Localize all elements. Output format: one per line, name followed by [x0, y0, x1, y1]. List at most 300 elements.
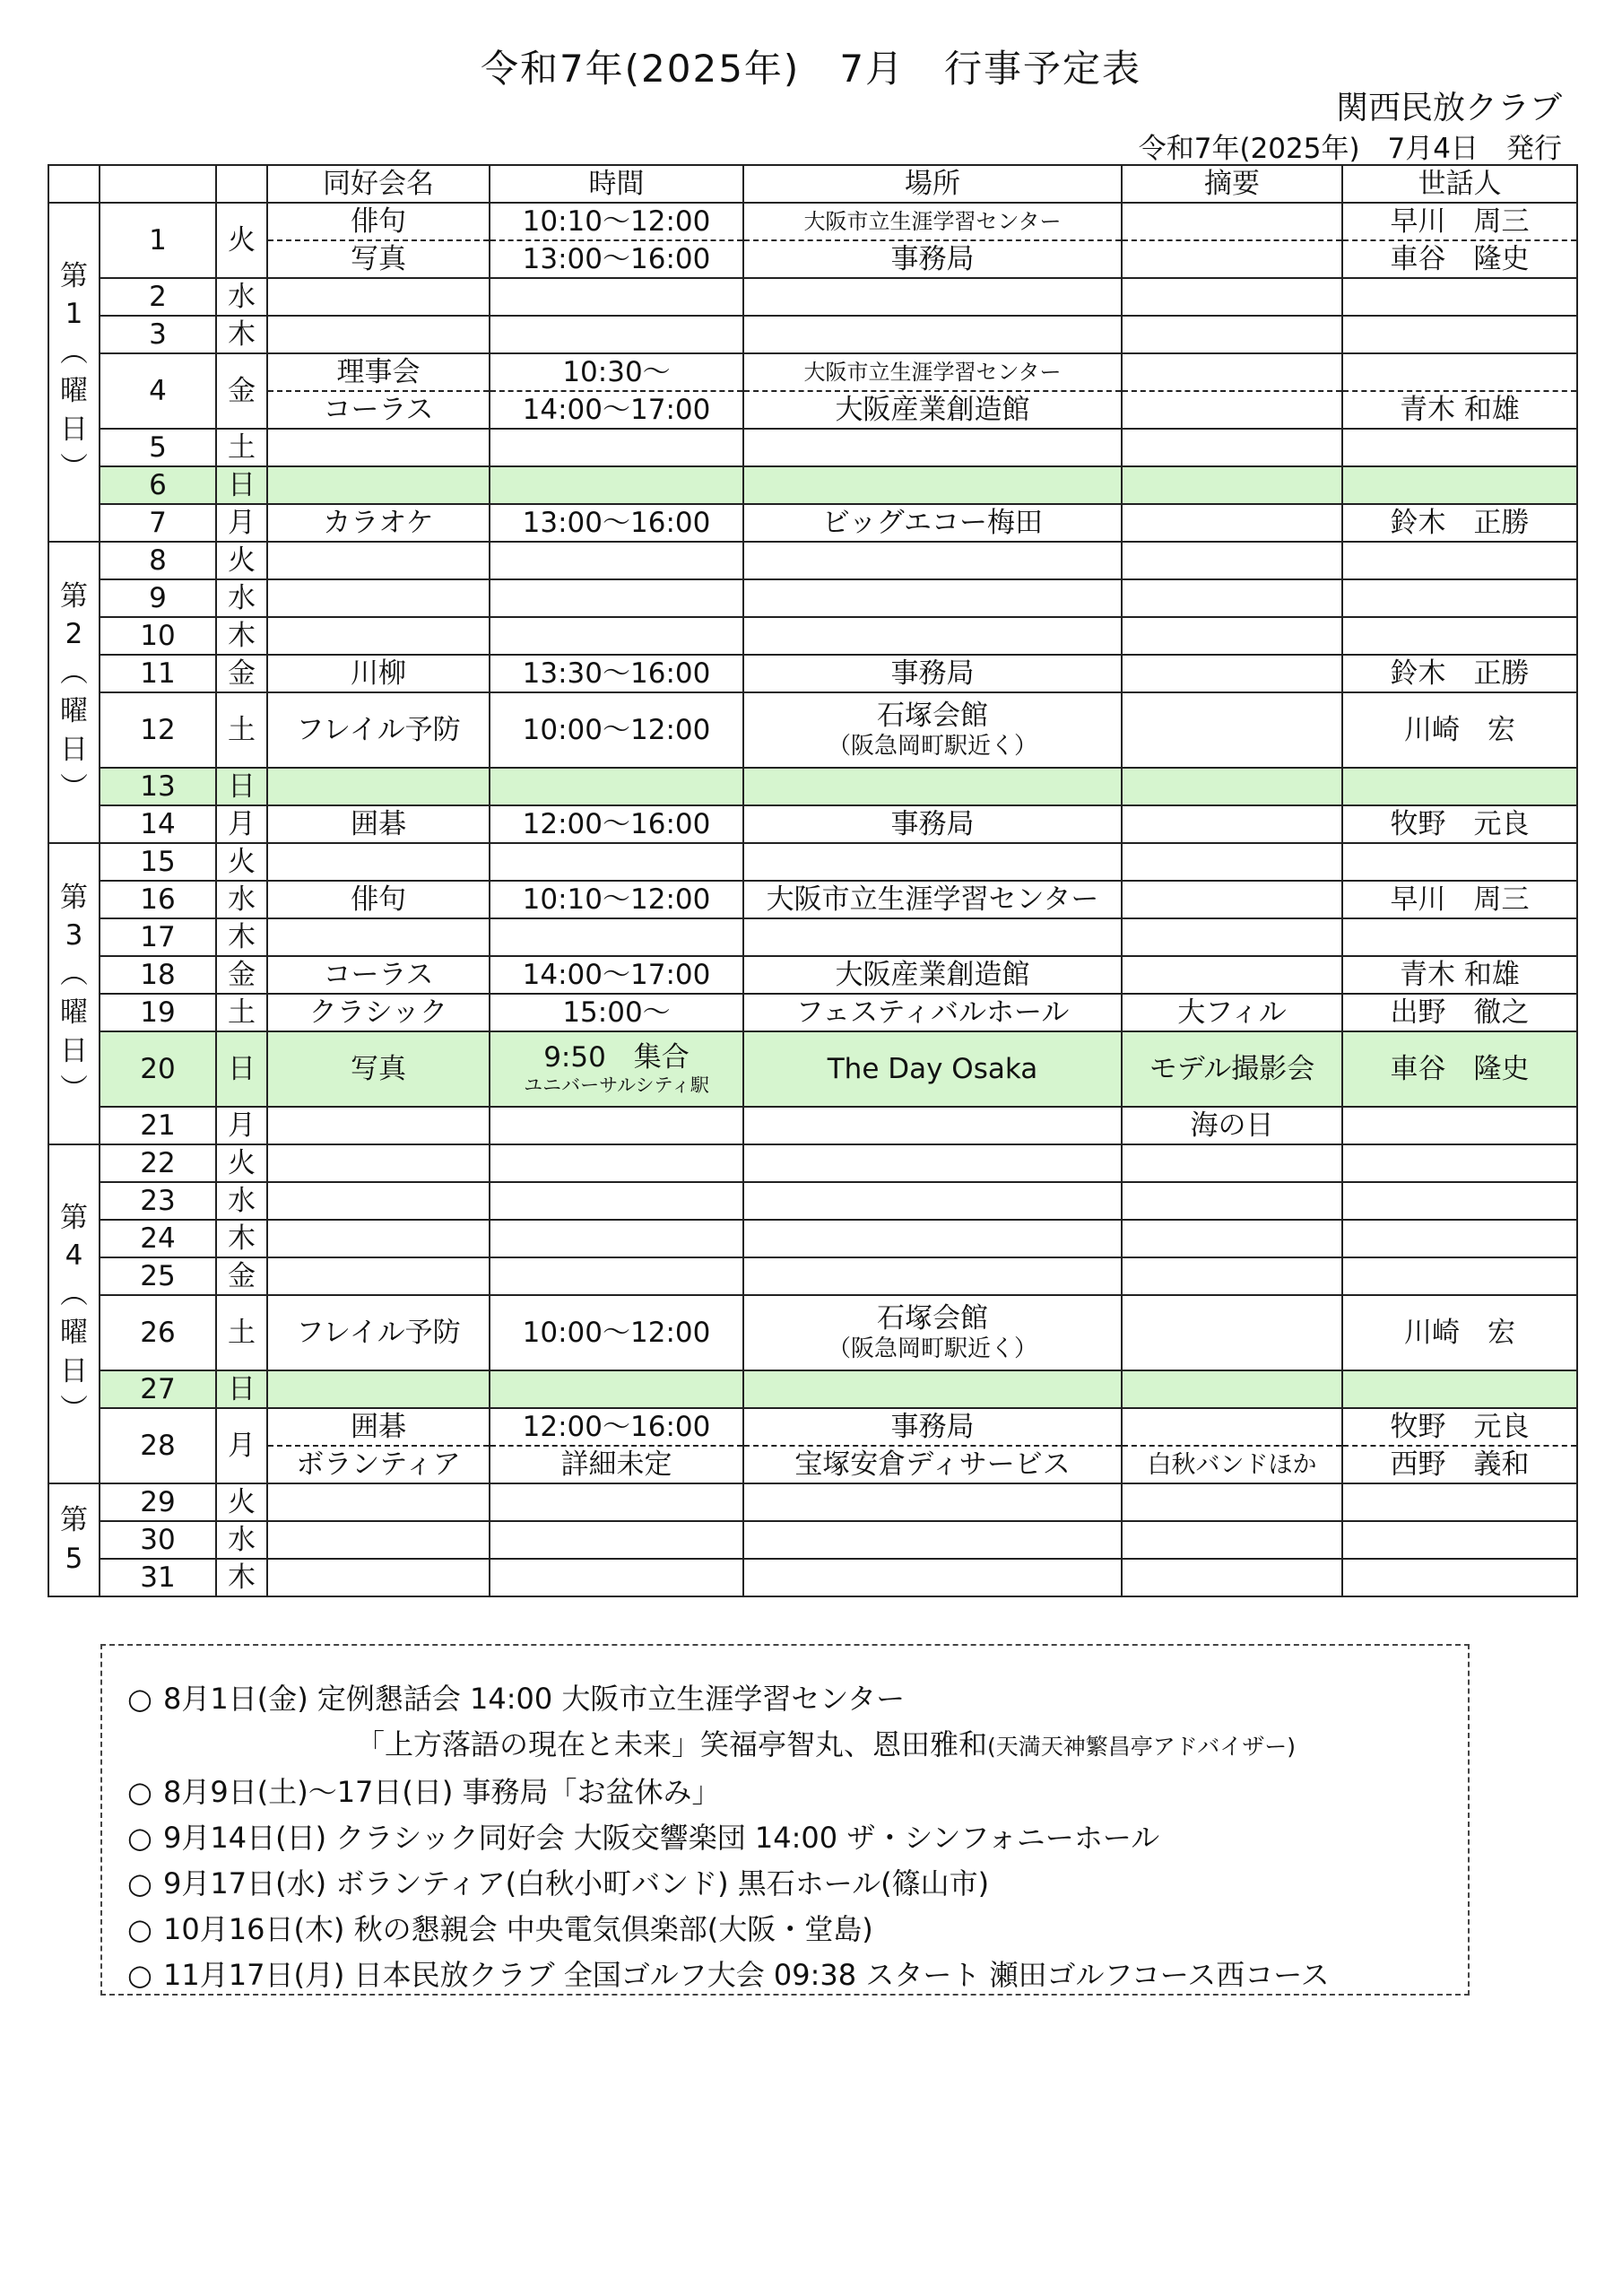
schedule-table	[48, 164, 1578, 1597]
organizer-cell: 鈴木 正勝	[1342, 655, 1577, 692]
group-cell	[267, 579, 490, 617]
entry-line: ボランティア	[296, 1448, 461, 1481]
note-item	[127, 1861, 1468, 1907]
weekday-cell: 木	[216, 316, 267, 353]
time-cell	[490, 1257, 743, 1295]
group-cell	[267, 617, 490, 655]
place-cell: 事務局	[743, 655, 1122, 692]
organizer-cell: 車谷 隆史	[1342, 1031, 1577, 1107]
place-cell: 事務局	[743, 805, 1122, 843]
circle-bullet-icon: ○	[127, 1958, 152, 1992]
time-cell	[490, 1483, 743, 1521]
week-label-char: 日	[60, 413, 88, 446]
time-cell	[490, 316, 743, 353]
weekday-cell: 火	[216, 1144, 267, 1182]
group-cell: 俳句	[267, 881, 490, 918]
note-text: 8月1日(金) 定例懇話会 14:00 大阪市立生涯学習センター	[163, 1682, 906, 1716]
weekday-cell: 金	[216, 1257, 267, 1295]
group-cell	[267, 768, 490, 805]
table-row	[48, 1559, 1577, 1596]
date-cell: 18	[100, 956, 216, 994]
summary-cell	[1122, 655, 1342, 692]
table-row	[48, 881, 1577, 918]
place-cell	[743, 1220, 1122, 1257]
organizer-cell: 鈴木 正勝	[1342, 504, 1577, 542]
table-row	[48, 1483, 1577, 1521]
group-cell	[267, 918, 490, 956]
time-cell-stacked	[490, 1408, 743, 1483]
entry-line	[1343, 354, 1576, 392]
weekday-cell: 木	[216, 918, 267, 956]
organizer-cell-stacked	[1342, 353, 1577, 429]
entry-line: 事務局	[744, 1409, 1121, 1447]
weekday-cell: 日	[216, 768, 267, 805]
group-cell	[267, 278, 490, 316]
table-row	[48, 805, 1577, 843]
weekday-cell: 水	[216, 579, 267, 617]
date-cell: 3	[100, 316, 216, 353]
header-summary: 摘要	[1122, 165, 1342, 203]
table-row	[48, 918, 1577, 956]
summary-cell	[1122, 466, 1342, 504]
place-cell	[743, 692, 1122, 768]
time-cell: 13:30〜16:00	[490, 655, 743, 692]
table-row	[48, 353, 1577, 429]
organizer-cell	[1342, 1370, 1577, 1408]
date-cell: 14	[100, 805, 216, 843]
entry-line	[1123, 354, 1341, 392]
weekday-cell: 金	[216, 353, 267, 429]
organizer-cell	[1342, 1257, 1577, 1295]
place-note: （阪急岡町駅近く）	[827, 1335, 1037, 1362]
time-cell: 10:00〜12:00	[490, 692, 743, 768]
stacked-entries	[1343, 204, 1576, 277]
header-week	[48, 165, 100, 203]
date-cell: 11	[100, 655, 216, 692]
entry-line: 写真	[351, 242, 406, 275]
date-cell: 2	[100, 278, 216, 316]
time-cell	[490, 1182, 743, 1220]
summary-cell	[1122, 768, 1342, 805]
organizer-cell	[1342, 429, 1577, 466]
entry-line	[1123, 204, 1341, 241]
note-item	[127, 1815, 1468, 1861]
week-label	[60, 879, 88, 1109]
date-cell: 7	[100, 504, 216, 542]
entry-line	[1123, 241, 1341, 277]
table-row	[48, 956, 1577, 994]
entry-line: 理事会	[268, 354, 489, 392]
summary-cell: 大フィル	[1122, 994, 1342, 1031]
organizer-cell	[1342, 542, 1577, 579]
summary-cell	[1122, 1182, 1342, 1220]
group-cell	[267, 1370, 490, 1408]
issue-date: 令和7年(2025年) 7月4日 発行	[1138, 133, 1562, 165]
place-cell	[743, 429, 1122, 466]
table-row	[48, 768, 1577, 805]
place-cell	[743, 1295, 1122, 1370]
weekday-cell: 火	[216, 1483, 267, 1521]
page-title: 令和7年(2025年) 7月 行事予定表	[480, 47, 1142, 91]
weekday-cell: 月	[216, 1107, 267, 1144]
entry-line: 囲碁	[268, 1409, 489, 1447]
week-label-cell	[48, 1144, 100, 1483]
group-cell	[267, 1220, 490, 1257]
entry-line: 俳句	[268, 204, 489, 241]
weekday-cell: 木	[216, 617, 267, 655]
week-label-char: ︶	[60, 1073, 88, 1106]
note-item	[127, 1952, 1468, 1998]
summary-cell	[1122, 1483, 1342, 1521]
place-cell: The Day Osaka	[743, 1031, 1122, 1107]
table-row	[48, 1182, 1577, 1220]
entry-line: 12:00〜16:00	[490, 1409, 742, 1447]
time-cell	[490, 1521, 743, 1559]
summary-cell: モデル撮影会	[1122, 1031, 1342, 1107]
note-item	[127, 1676, 1468, 1722]
group-cell: 囲碁	[267, 805, 490, 843]
organizer-cell	[1342, 1182, 1577, 1220]
week-label-char: ︶	[60, 1393, 88, 1426]
weekday-cell: 土	[216, 1295, 267, 1370]
organizer-cell	[1342, 843, 1577, 881]
week-label	[60, 1501, 88, 1578]
place-cell	[743, 1483, 1122, 1521]
weekday-cell: 月	[216, 1408, 267, 1483]
table-row	[48, 994, 1577, 1031]
summary-cell	[1122, 1220, 1342, 1257]
entry-line: 早川 周三	[1343, 204, 1576, 241]
table-row	[48, 504, 1577, 542]
group-cell: 川柳	[267, 655, 490, 692]
week-label-char: ︵	[60, 657, 88, 690]
weekday-cell: 火	[216, 203, 267, 278]
entry-line: 詳細未定	[560, 1448, 672, 1481]
table-row	[48, 617, 1577, 655]
weekday-cell: 土	[216, 429, 267, 466]
note-item	[127, 1907, 1468, 1952]
group-cell	[267, 1559, 490, 1596]
time-cell	[490, 843, 743, 881]
stacked-entries	[268, 204, 489, 277]
note-text: 「上方落語の現在と未来」笑福亭智丸、恩田雅和	[356, 1727, 988, 1761]
week-label-cell	[48, 203, 100, 542]
summary-cell	[1122, 881, 1342, 918]
place-cell	[743, 768, 1122, 805]
note-text: 11月17日(月) 日本民放クラブ 全国ゴルフ大会 09:38 スタート 瀬田ゴルフコース西コース	[163, 1958, 1330, 1992]
time-cell: 14:00〜17:00	[490, 956, 743, 994]
table-row	[48, 466, 1577, 504]
place-cell: ビッグエコー梅田	[743, 504, 1122, 542]
note-text: 10月16日(木) 秋の懇親会 中央電気倶楽部(大阪・堂島)	[163, 1912, 873, 1946]
time-cell: 13:00〜16:00	[490, 504, 743, 542]
place-cell: 大阪産業創造館	[743, 956, 1122, 994]
time-cell	[490, 1144, 743, 1182]
place-cell	[743, 542, 1122, 579]
week-label	[60, 257, 88, 488]
summary-cell	[1122, 278, 1342, 316]
week-label	[60, 1199, 88, 1430]
summary-cell	[1122, 1144, 1342, 1182]
note-text: 8月9日(土)〜17日(日) 事務局「お盆休み」	[163, 1775, 721, 1809]
time-cell	[490, 1559, 743, 1596]
place-cell	[743, 617, 1122, 655]
date-cell: 22	[100, 1144, 216, 1182]
summary-cell	[1122, 1370, 1342, 1408]
date-cell: 9	[100, 579, 216, 617]
place-two-line	[744, 1302, 1121, 1363]
date-cell: 20	[100, 1031, 216, 1107]
place-cell	[743, 278, 1122, 316]
summary-cell	[1122, 504, 1342, 542]
weekday-cell: 月	[216, 504, 267, 542]
summary-cell	[1122, 617, 1342, 655]
week-label-char: 第	[60, 579, 88, 613]
week-label-char: 第	[60, 1504, 88, 1537]
week-label-char: ︶	[60, 451, 88, 484]
group-cell: 写真	[267, 1031, 490, 1107]
weekday-cell: 土	[216, 994, 267, 1031]
table-row	[48, 1144, 1577, 1182]
stacked-entries	[268, 354, 489, 428]
entry-line: 車谷 隆史	[1390, 242, 1530, 275]
entry-line: 大阪市立生涯学習センター	[744, 204, 1121, 241]
date-cell: 4	[100, 353, 216, 429]
week-label-char: 3	[65, 919, 83, 952]
note-text: 9月17日(水) ボランティア(白秋小町バンド) 黒石ホール(篠山市)	[163, 1866, 990, 1900]
entry-line: コーラス	[323, 393, 434, 426]
time-note: ユニバーサルシティ駅	[524, 1074, 709, 1096]
organizer-cell	[1342, 1483, 1577, 1521]
group-cell-stacked	[267, 353, 490, 429]
weekday-cell: 土	[216, 692, 267, 768]
place-name: 石塚会館	[877, 699, 988, 732]
week-label-char: 1	[65, 298, 83, 331]
group-cell	[267, 316, 490, 353]
stacked-entries	[490, 354, 742, 428]
group-cell	[267, 466, 490, 504]
table-row	[48, 1370, 1577, 1408]
group-cell: フレイル予防	[267, 1295, 490, 1370]
time-cell	[490, 1370, 743, 1408]
date-cell: 16	[100, 881, 216, 918]
time-cell-stacked	[490, 353, 743, 429]
summary-cell	[1122, 429, 1342, 466]
time-cell	[490, 579, 743, 617]
group-cell	[267, 542, 490, 579]
time-cell: 12:00〜16:00	[490, 805, 743, 843]
week-label-char: 2	[65, 618, 83, 651]
place-cell	[743, 1370, 1122, 1408]
week-label-char: 5	[65, 1543, 83, 1575]
time-cell	[490, 1220, 743, 1257]
note-item	[127, 1770, 1468, 1815]
circle-bullet-icon: ○	[127, 1912, 152, 1946]
date-cell: 23	[100, 1182, 216, 1220]
date-cell: 19	[100, 994, 216, 1031]
time-main: 9:50 集合	[543, 1040, 690, 1074]
place-two-line	[744, 700, 1121, 761]
week-label-char: 日	[60, 1354, 88, 1387]
organizer-cell	[1342, 278, 1577, 316]
date-cell: 5	[100, 429, 216, 466]
organization-name: 関西民放クラブ	[1335, 90, 1562, 126]
weekday-cell: 火	[216, 843, 267, 881]
summary-cell	[1122, 843, 1342, 881]
entry-line	[1123, 1409, 1341, 1447]
organizer-cell	[1342, 579, 1577, 617]
time-cell	[490, 466, 743, 504]
summary-cell	[1122, 542, 1342, 579]
weekday-cell: 日	[216, 1370, 267, 1408]
place-cell	[743, 316, 1122, 353]
entry-line	[1123, 392, 1341, 428]
date-cell: 26	[100, 1295, 216, 1370]
circle-bullet-icon: ○	[127, 1682, 152, 1716]
group-cell	[267, 843, 490, 881]
summary-cell-stacked	[1122, 203, 1342, 278]
group-cell	[267, 429, 490, 466]
date-cell: 6	[100, 466, 216, 504]
place-cell: フェスティバルホール	[743, 994, 1122, 1031]
organizer-cell	[1342, 1521, 1577, 1559]
weekday-cell: 月	[216, 805, 267, 843]
week-label-char: ︵	[60, 958, 88, 991]
entry-line: 青木 和雄	[1400, 393, 1520, 426]
stacked-entries	[490, 204, 742, 277]
group-cell	[267, 1144, 490, 1182]
place-cell	[743, 579, 1122, 617]
place-cell-stacked	[743, 1408, 1122, 1483]
time-cell	[490, 918, 743, 956]
table-row	[48, 655, 1577, 692]
table-row	[48, 1408, 1577, 1483]
note-text: 9月14日(日) クラシック同好会 大阪交響楽団 14:00 ザ・シンフォニーホール	[163, 1821, 1160, 1855]
summary-cell	[1122, 579, 1342, 617]
group-cell: コーラス	[267, 956, 490, 994]
time-cell	[490, 1107, 743, 1144]
summary-cell	[1122, 1521, 1342, 1559]
table-row	[48, 316, 1577, 353]
date-cell: 15	[100, 843, 216, 881]
table-row	[48, 429, 1577, 466]
stacked-entries	[744, 204, 1121, 277]
header-dow	[216, 165, 267, 203]
date-cell: 12	[100, 692, 216, 768]
date-cell: 28	[100, 1408, 216, 1483]
table-row	[48, 579, 1577, 617]
week-label-char: ︵	[60, 336, 88, 370]
week-label-cell	[48, 542, 100, 843]
group-cell	[267, 1483, 490, 1521]
table-header-row	[48, 165, 1577, 203]
header-date	[100, 165, 216, 203]
table-row	[48, 1031, 1577, 1107]
group-cell	[267, 1107, 490, 1144]
organizer-cell	[1342, 466, 1577, 504]
organizer-cell	[1342, 1559, 1577, 1596]
place-cell	[743, 1107, 1122, 1144]
date-cell: 25	[100, 1257, 216, 1295]
group-cell-stacked	[267, 203, 490, 278]
organizer-cell-stacked	[1342, 203, 1577, 278]
week-label	[60, 578, 88, 808]
circle-bullet-icon: ○	[127, 1866, 152, 1900]
time-cell: 10:10〜12:00	[490, 881, 743, 918]
date-cell: 29	[100, 1483, 216, 1521]
place-cell	[743, 1182, 1122, 1220]
entry-line: 大阪市立生涯学習センター	[744, 354, 1121, 392]
group-cell	[267, 1257, 490, 1295]
weekday-cell: 水	[216, 278, 267, 316]
weekday-cell: 木	[216, 1559, 267, 1596]
summary-cell	[1122, 1257, 1342, 1295]
week-label-char: 第	[60, 881, 88, 914]
entry-line: 10:10〜12:00	[490, 204, 742, 241]
organizer-cell	[1342, 1144, 1577, 1182]
table-row	[48, 843, 1577, 881]
date-cell: 24	[100, 1220, 216, 1257]
stacked-entries	[1343, 354, 1576, 428]
weekday-cell: 火	[216, 542, 267, 579]
table-row	[48, 1220, 1577, 1257]
weekday-cell: 水	[216, 1182, 267, 1220]
place-cell	[743, 466, 1122, 504]
header-organizer: 世話人	[1342, 165, 1577, 203]
place-cell	[743, 918, 1122, 956]
place-cell-stacked	[743, 203, 1122, 278]
stacked-entries	[1123, 1409, 1341, 1483]
date-cell: 13	[100, 768, 216, 805]
time-cell: 10:00〜12:00	[490, 1295, 743, 1370]
entry-line: 牧野 元良	[1343, 1409, 1576, 1447]
organizer-cell: 川崎 宏	[1342, 1295, 1577, 1370]
table-row	[48, 1521, 1577, 1559]
organizer-cell	[1342, 316, 1577, 353]
summary-cell	[1122, 956, 1342, 994]
note-item	[127, 1722, 1468, 1770]
organizer-cell: 早川 周三	[1342, 881, 1577, 918]
time-cell	[490, 542, 743, 579]
stacked-entries	[268, 1409, 489, 1483]
table-row	[48, 1107, 1577, 1144]
week-label-char: 曜	[60, 695, 88, 727]
weekday-cell: 金	[216, 655, 267, 692]
place-cell	[743, 1521, 1122, 1559]
organizer-cell: 出野 徹之	[1342, 994, 1577, 1031]
time-cell: 15:00〜	[490, 994, 743, 1031]
table-row	[48, 692, 1577, 768]
place-cell	[743, 1144, 1122, 1182]
group-cell: フレイル予防	[267, 692, 490, 768]
organizer-cell	[1342, 1220, 1577, 1257]
circle-bullet-icon: ○	[127, 1775, 152, 1809]
place-note: （阪急岡町駅近く）	[827, 733, 1037, 760]
entry-line: 14:00〜17:00	[522, 393, 711, 426]
entry-line: 白秋バンドほか	[1147, 1450, 1317, 1479]
weekday-cell: 木	[216, 1220, 267, 1257]
entry-line: 宝塚安倉ディサービス	[794, 1448, 1071, 1481]
table-row	[48, 203, 1577, 278]
date-cell: 1	[100, 203, 216, 278]
date-cell: 8	[100, 542, 216, 579]
time-cell	[490, 768, 743, 805]
organizer-cell	[1342, 918, 1577, 956]
group-cell	[267, 1521, 490, 1559]
week-label-char: 第	[60, 259, 88, 292]
group-cell: クラシック	[267, 994, 490, 1031]
stacked-entries	[1123, 354, 1341, 428]
